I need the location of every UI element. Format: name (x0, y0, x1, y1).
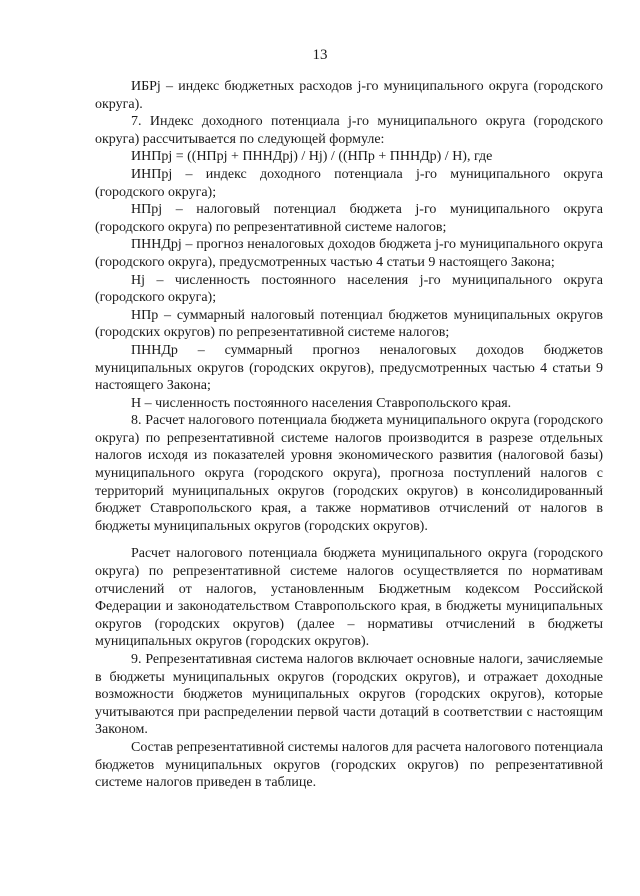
definition-np: НПpj – налоговый потенциал бюджета j-го муниципального округа (городского округа) по репрезентативной системе налогов; (95, 202, 603, 235)
document-body (95, 78, 603, 792)
paragraph-8-continued: Расчет налогового потенциала бюджета муниципального округа (городского округа) по репрезентативной системе налогов осуществляется по нормативам отчислений от налогов, установленным Бюджетным кодексом Российской Федерации и законодательством Ставропольского края, в бюджеты муниципальных округов (городских округов) (далее – нормативы отчислений в бюджеты муниципальных округов (городских округов). (95, 546, 603, 650)
page-number: 13 (312, 47, 328, 63)
paragraph-9: 9. Репрезентативная система налогов включает основные налоги, зачисляемые в бюджеты муниципальных округов (городских округов), и отражает доходные возможности бюджетов муниципальных округов (городских округов), которые учитываются при распределении первой части дотаций в соответствии с настоящим Законом. (95, 652, 603, 738)
paragraph-ibr-definition: ИБРj – индекс бюджетных расходов j-го муниципального округа (городского округа). (95, 79, 603, 112)
paragraph-8: 8. Расчет налогового потенциала бюджета муниципального округа (городского округа) по репрезентативной системе налогов производится в разрезе отдельных налогов исходя из показателей уровня экономического развития (налоговой базы) муниципального округа (городского округа), прогноза поступлений налогов с территорий муниципальных округов (городских округов) в консолидированный бюджет Ставропольского края, а также нормативов отчислений от налогов в бюджеты муниципальных округов (городских округов). (95, 413, 603, 534)
formula-inp: ИНПpj = ((НПpj + ПННДpj) / Нj) / ((НПp + ПННДp) / Н), где (131, 149, 493, 165)
definition-nj: Нj – численность постоянного населения j-го муниципального округа (городского округа); (95, 272, 603, 306)
paragraph-9-continued: Состав репрезентативной системы налогов для расчета налогового потенциала бюджетов муниципальных округов (городских округов) по репрезентативной системе налогов приведен в таблице. (95, 739, 603, 791)
paragraph-7: 7. Индекс доходного потенциала j-го муниципального округа (городского округа) рассчитывается по следующей формуле: (95, 114, 603, 147)
definition-pnnd: ПННДpj – прогноз неналоговых доходов бюджета j-го муниципального округа (городского округа), предусмотренных частью 4 статьи 9 настоящего Закона; (95, 237, 603, 270)
definition-inp: ИНПpj – индекс доходного потенциала j-го муниципального округа (городского округа); (95, 166, 603, 200)
definition-n: Н – численность постоянного населения Ставропольского края. (131, 395, 512, 411)
definition-np-total: НПp – суммарный налоговый потенциал бюджетов муниципальных округов (городских округов) по репрезентативной системе налогов; (95, 307, 603, 341)
definition-pnnd-total: ПННДp – суммарный прогноз неналоговых доходов бюджетов муниципальных округов (городских округов), предусмотренных частью 4 статьи 9 настоящего Закона; (95, 342, 603, 394)
